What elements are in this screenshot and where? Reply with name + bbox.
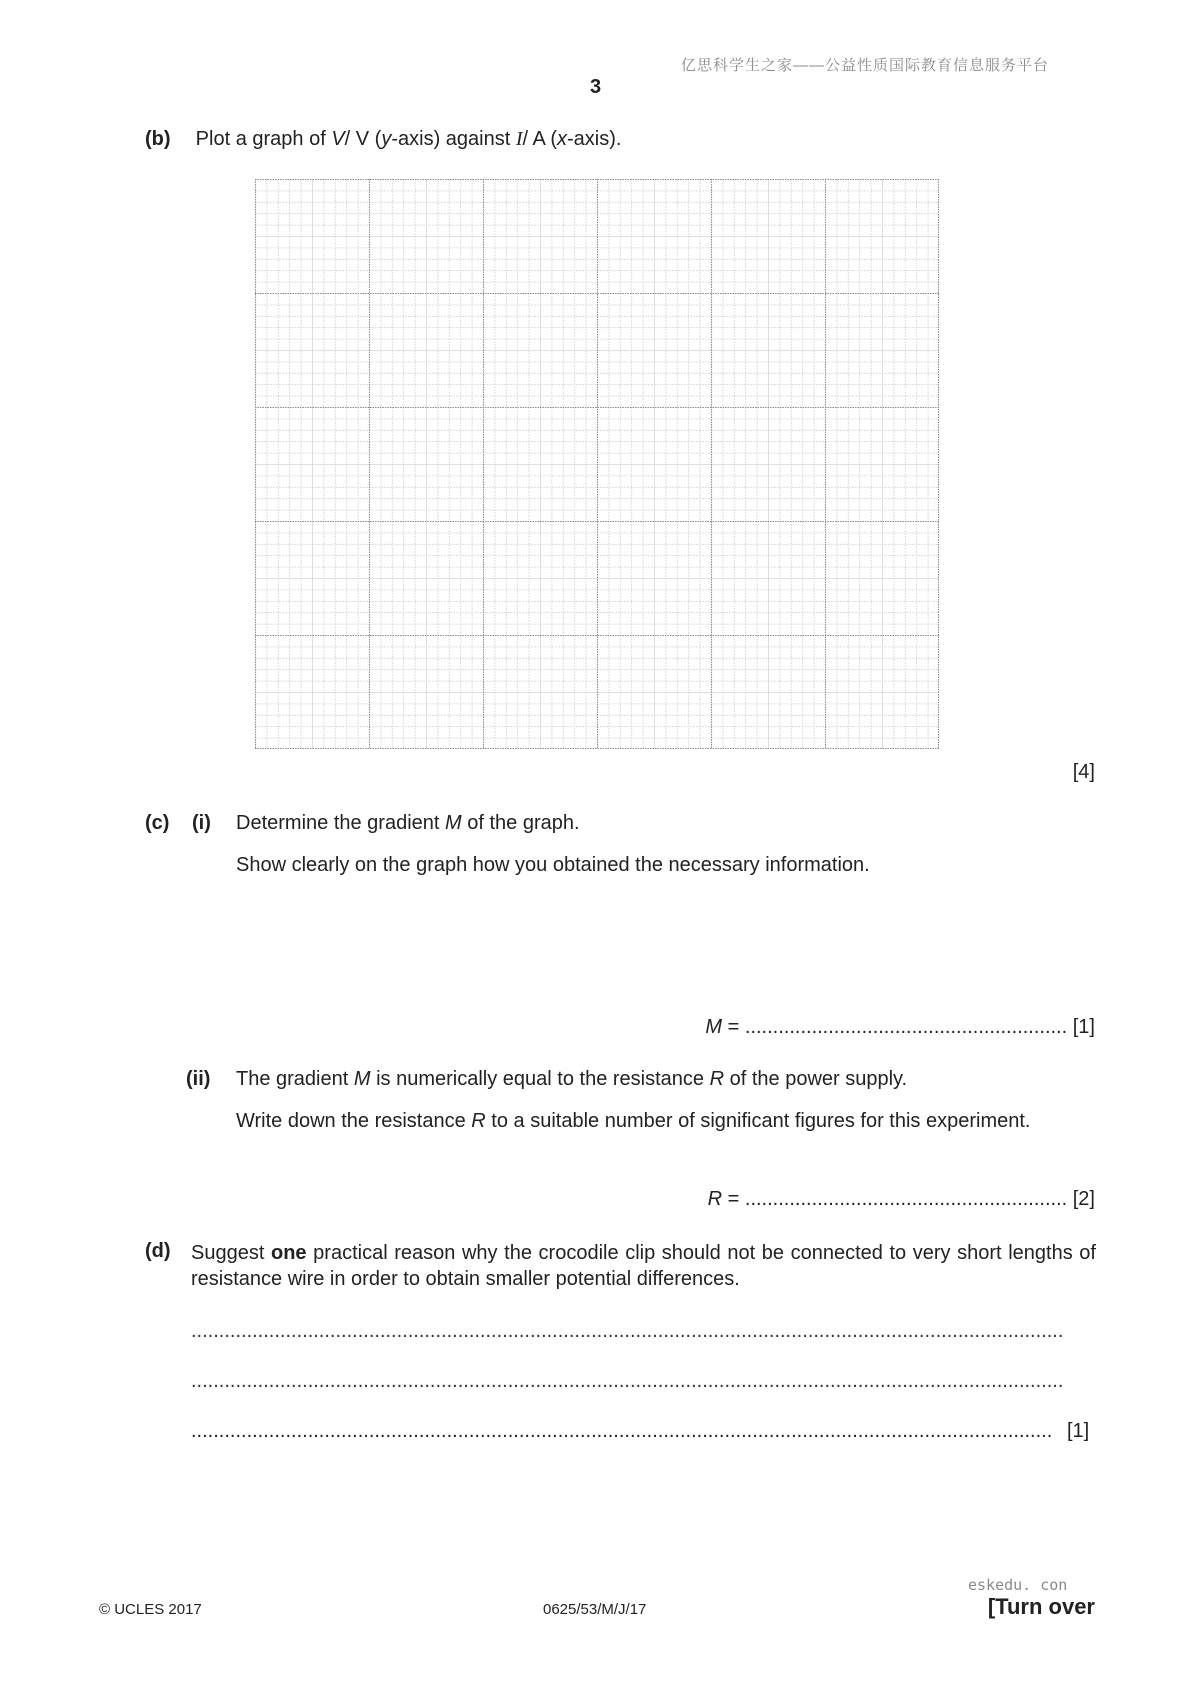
footer-copyright: © UCLES 2017 [99,1601,202,1618]
answer-line-1[interactable]: ............................................................................................................................................................. [191,1320,1064,1342]
header-watermark: 亿思科学生之家——公益性质国际教育信息服务平台 [681,57,1050,74]
answer-line-3[interactable]: ........................................................................................................................................................... [191,1420,1053,1442]
part-c-ii-line2: Write down the resistance R to a suitable number of significant figures for this experiment. [236,1110,1031,1132]
part-c-ii-line1: The gradient M is numerically equal to the resistance R of the power supply. [236,1068,908,1090]
x-var: x [556,128,567,150]
v-symbol: V [331,128,345,150]
answer-line-3-row [191,1420,1095,1443]
answer-m-field[interactable]: .......................................................... [744,1016,1068,1038]
part-d-text: Suggest one practical reason why the crocodile clip should not be connected to very short lengths of resistance wire in order to obtain smaller potential differences. [191,1242,1096,1290]
part-b-label: (b) [145,128,171,150]
question-b [145,128,621,151]
turn-over: [Turn over [987,1594,1095,1619]
part-c-i-line2: Show clearly on the graph how you obtained the necessary information. [236,854,870,876]
i-unit: / A ( [522,128,557,150]
m-symbol: M [445,812,462,834]
v-unit: / V ( [344,128,382,150]
part-c-i-marks: [1] [1072,1016,1095,1038]
footer-site-watermark: eskedu. con [968,1576,1068,1594]
answer-m-line: M = .......................................................... [1] [705,1016,1095,1038]
part-c-ii-marks: [2] [1072,1188,1095,1210]
part-c-ii-label: (ii) [186,1068,211,1090]
part-b-marks: [4] [1072,761,1095,783]
part-d-label: (d) [145,1240,171,1262]
answer-line-2[interactable]: ............................................................................................................................................................. [191,1370,1064,1392]
part-c-i-label: (i) [192,812,211,834]
answer-r-line: R = .......................................................... [2] [707,1188,1095,1210]
page-number: 3 [589,76,602,98]
part-d-marks: [1] [1067,1420,1090,1442]
answer-r-field[interactable]: .......................................................... [744,1188,1068,1210]
part-c-label: (c) [145,812,170,834]
footer-code: 0625/53/M/J/17 [543,1601,647,1618]
part-c-i-line1: Determine the gradient M of the graph. [236,812,580,834]
y-var: y [381,128,392,150]
i-symbol: I [515,128,523,150]
y-axis-text: -axis) against [391,128,516,150]
graph-grid[interactable] [255,179,939,749]
x-axis-text: -axis). [566,128,622,150]
part-b-text: Plot a graph of [195,128,332,150]
